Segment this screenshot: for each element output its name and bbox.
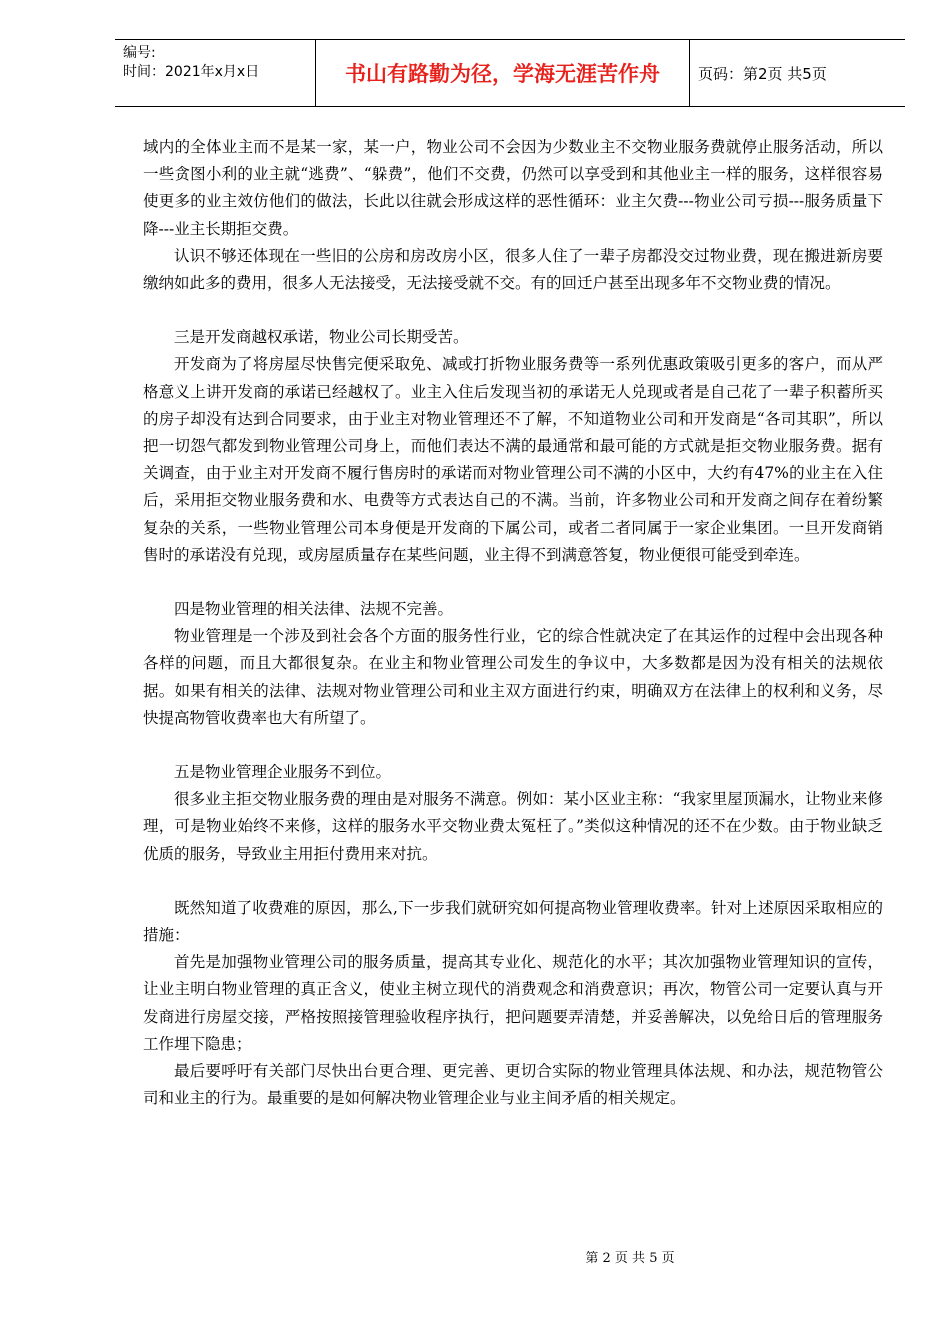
page-header — [115, 39, 905, 107]
time-label: 时间：2021年x月x日 — [123, 64, 260, 80]
paragraph: 首先是加强物业管理公司的服务质量，提高其专业化、规范化的水平；其次加强物业管理知识的宣传，让业主明白物业管理的真正含义，使业主树立现代的消费观念和消费意识；再次，物管公司一定要认真与开发商进行房屋交接，严格按照接管理验收程序执行，把问题要弄清楚，并妥善解决，以免给日后的管理服务工作埋下隐患； — [143, 953, 883, 1053]
paragraph: 物业管理是一个涉及到社会各个方面的服务性行业，它的综合性就决定了在其运作的过程中会出现各种各样的问题，而且大都很复杂。在业主和物业管理公司发生的争议中，大多数都是因为没有相关的法规依据。如果有相关的法律、法规对物业管理公司和业主双方面进行约束，明确双方在法律上的权利和义务，尽快提高物管收费率也大有所望了。 — [143, 627, 883, 727]
paragraph: 很多业主拒交物业服务费的理由是对服务不满意。例如：某小区业主称：“我家里屋顶漏水，让物业来修理，可是物业始终不来修，这样的服务水平交物业费太冤枉了。”类似这种情况的还不在少数。由于物业缺乏优质的服务，导致业主用拒付费用来对抗。 — [143, 790, 883, 863]
paragraph: 最后要呼吁有关部门尽快出台更合理、更完善、更切合实际的物业管理具体法规、和办法，规范物管公司和业主的行为。最重要的是如何解决物业管理企业与业主间矛盾的相关规定。 — [143, 1062, 883, 1108]
page-footer: 第 2 页 共 5 页 — [585, 1251, 675, 1266]
header-motto: 书山有路勤为径，学海无涯苦作舟 — [315, 40, 690, 106]
header-page-label: 页码：第2页 共5页 — [698, 64, 827, 83]
paragraph: 域内的全体业主而不是某一家，某一户，物业公司不会因为少数业主不交物业服务费就停止服务活动，所以一些贪图小利的业主就“逃费”、“躲费”，他们不交费，仍然可以享受到和其他业主一样的服务，这样很容易使更多的业主效仿他们的做法，长此以往就会形成这样的恶性循环：业主欠费---物业公司亏损---服务质量下降---业主长期拒交费。 — [143, 138, 883, 238]
section-heading: 五是物业管理企业服务不到位。 — [174, 763, 392, 782]
section-heading: 四是物业管理的相关法律、法规不完善。 — [174, 600, 454, 619]
header-meta — [115, 40, 315, 106]
section-heading: 三是开发商越权承诺，物业公司长期受苦。 — [174, 328, 469, 347]
paragraph: 认识不够还体现在一些旧的公房和房改房小区，很多人住了一辈子房都没交过物业费，现在搬进新房要缴纳如此多的费用，很多人无法接受，无法接受就不交。有的回迁户甚至出现多年不交物业费的情况。 — [143, 246, 883, 293]
serial-label: 编号: — [123, 45, 156, 61]
paragraph: 既然知道了收费难的原因，那么,下一步我们就研究如何提高物业管理收费率。针对上述原因采取相应的措施： — [143, 898, 883, 945]
document-body — [143, 134, 883, 1113]
paragraph: 开发商为了将房屋尽快售完便采取免、减或打折物业服务费等一系列优惠政策吸引更多的客户，而从严格意义上讲开发商的承诺已经越权了。业主入住后发现当初的承诺无人兑现或者是自己花了一辈子积蓄所买的房子却没有达到合同要求，由于业主对物业管理还不了解，不知道物业公司和开发商是“各司其职”，所以把一切怨气都发到物业管理公司身上，而他们表达不满的最通常和最可能的方式就是拒交物业服务费。据有关调查，由于业主对开发商不履行售房时的承诺而对物业管理公司不满的小区中，大约有47%的业主在入住后，采用拒交物业服务费和水、电费等方式表达自己的不满。当前，许多物业公司和开发商之间存在着纷繁复杂的关系，一些物业管理公司本身便是开发商的下属公司，或者二者同属于一家企业集团。一旦开发商销售时的承诺没有兑现，或房屋质量存在某些问题，业主得不到满意答复，物业便很可能受到牵连。 — [143, 355, 883, 564]
